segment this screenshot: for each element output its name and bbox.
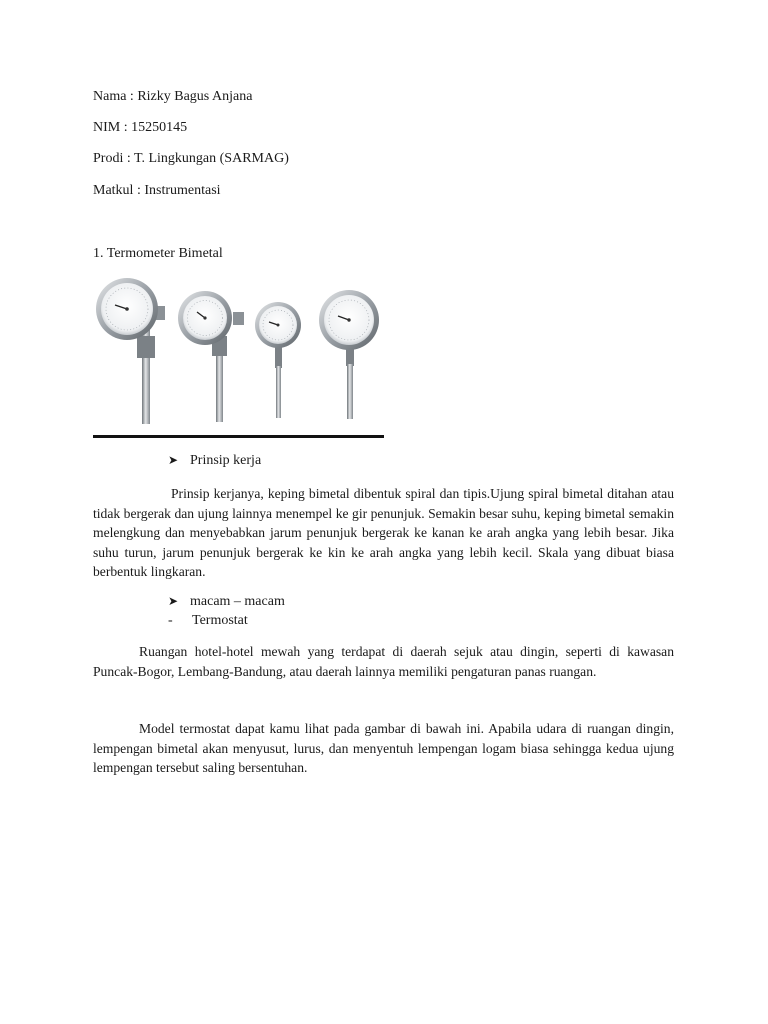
- nama-line: Nama : Rizky Bagus Anjana: [93, 89, 253, 104]
- matkul-line: Matkul : Instrumentasi: [93, 183, 221, 198]
- prinsip-paragraph: Prinsip kerjanya, keping bimetal dibentuk spiral dan tipis.Ujung spiral bimetal ditahan atau tidak bergerak dan ujung lainnya menempel ke gir penunjuk. Semakin besar suhu, keping bimetal semakin melengkung dan menyebabkan jarum penunjuk bergerak ke kanan ke arah angka yang lebih besar. Jika suhu turun, jarum penunjuk bergerak ke kin ke arah angka yang lebih kecil. Skala yang dibuat biasa berbentuk lingkaran.: [93, 486, 674, 579]
- prinsip-heading: Prinsip kerja: [190, 453, 262, 468]
- arrowhead-bullet-icon: ➤: [168, 453, 179, 467]
- arrowhead-bullet-icon: ➤: [168, 594, 179, 608]
- macam-heading: macam – macam: [190, 594, 285, 609]
- prodi-line: Prodi : T. Lingkungan (SARMAG): [93, 151, 289, 166]
- termostat-paragraph-2: Model termostat dapat kamu lihat pada gambar di bawah ini. Apabila udara di ruangan dingin, lempengan bimetal akan menyusut, lurus, dan menyentuh lempengan logam biasa sehingga kedua ujung lempengan tersebut saling bersentuhan.: [93, 721, 674, 775]
- termostat-paragraph-1: Ruangan hotel-hotel mewah yang terdapat di daerah sejuk atau dingin, seperti di kawasan Puncak-Bogor, Lembang-Bandung, atau daerah lainnya memiliki pengaturan panas ruangan.: [93, 644, 674, 679]
- nim-line: NIM : 15250145: [93, 120, 188, 135]
- section-title: 1. Termometer Bimetal: [93, 246, 223, 261]
- dash-marker: -: [168, 613, 173, 628]
- prinsip-bullet: [168, 451, 261, 470]
- macam-bullet: [168, 592, 285, 611]
- termostat-label: Termostat: [192, 613, 248, 628]
- bimetal-thermometers-photo: [93, 276, 384, 438]
- macam-list-item: [168, 611, 248, 630]
